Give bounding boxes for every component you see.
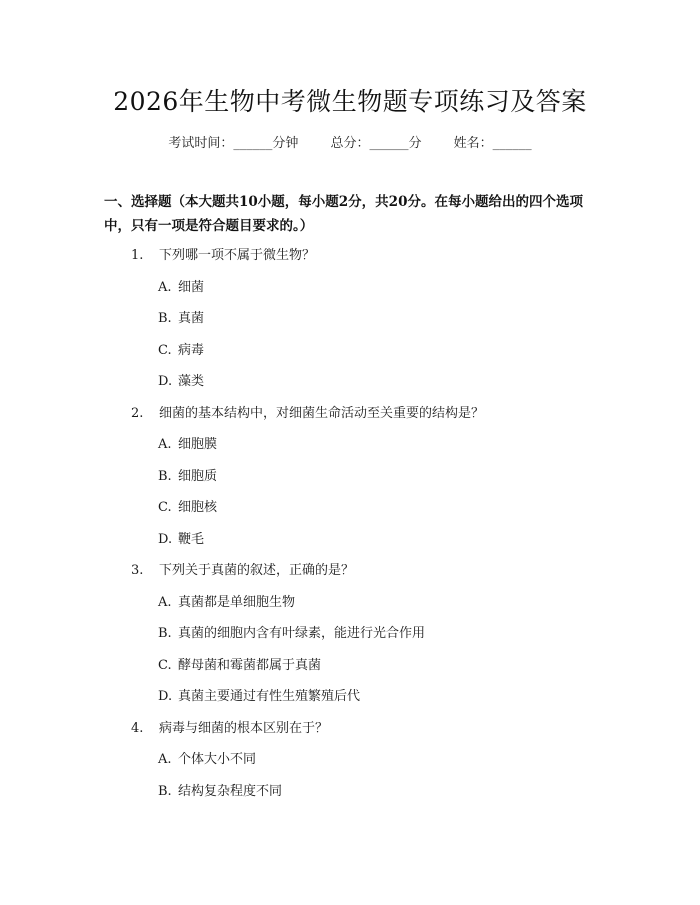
option-item	[0, 776, 700, 808]
option-item	[0, 650, 700, 682]
option-letter: C.	[158, 657, 172, 673]
question-4	[0, 713, 700, 745]
option-letter: A.	[158, 279, 172, 295]
option-letter: B.	[158, 311, 172, 326]
question-1	[0, 240, 700, 272]
option-item	[0, 461, 700, 493]
total-score-field: 总分：______分	[330, 136, 422, 151]
question-number: 3.	[131, 563, 144, 578]
option-letter: D.	[158, 531, 173, 547]
option-letter: A.	[158, 752, 172, 767]
option-letter: B.	[158, 468, 172, 484]
question-number: 2.	[131, 405, 144, 421]
option-item	[0, 681, 700, 713]
option-item	[0, 618, 700, 650]
question-text: 细菌的基本结构中，对细菌生命活动至关重要的结构是？	[159, 405, 485, 421]
option-text: 鞭毛	[178, 531, 205, 547]
option-text: 真菌都是单细胞生物	[178, 594, 296, 610]
option-item	[0, 492, 700, 524]
option-item	[0, 303, 700, 335]
option-text: 结构复杂程度不同	[178, 783, 283, 799]
option-text: 真菌	[178, 311, 205, 326]
option-letter: A.	[158, 594, 172, 610]
option-text: 细胞膜	[178, 437, 218, 452]
student-name-field: 姓名：______	[453, 136, 532, 151]
page-title: 2026年生物中考微生物题专项练习及答案	[113, 87, 587, 116]
option-item	[0, 272, 700, 304]
question-text: 下列哪一项不属于微生物？	[159, 248, 316, 263]
option-item	[0, 335, 700, 367]
option-item	[0, 587, 700, 619]
option-letter: C.	[158, 500, 172, 515]
option-text: 真菌的细胞内含有叶绿素，能进行光合作用	[178, 626, 426, 641]
question-number: 4.	[131, 720, 144, 736]
option-letter: B.	[158, 783, 172, 799]
option-text: 真菌主要通过有性生殖繁殖后代	[178, 689, 361, 704]
option-text: 细胞核	[178, 500, 218, 515]
option-letter: C.	[158, 342, 172, 358]
exam-meta-line	[0, 132, 700, 151]
option-letter: A.	[158, 437, 172, 452]
option-text: 个体大小不同	[178, 752, 257, 767]
option-text: 细菌	[178, 279, 205, 295]
option-item	[0, 366, 700, 398]
question-2	[0, 398, 700, 430]
option-text: 细胞质	[178, 468, 218, 484]
option-letter: D.	[158, 689, 173, 704]
question-3	[0, 555, 700, 587]
option-text: 藻类	[178, 374, 205, 389]
option-letter: B.	[158, 626, 172, 641]
question-list	[0, 240, 700, 807]
option-text: 病毒	[178, 342, 205, 358]
option-letter: D.	[158, 374, 173, 389]
option-item	[0, 429, 700, 461]
option-item	[0, 524, 700, 556]
option-item	[0, 744, 700, 776]
question-number: 1.	[131, 248, 144, 263]
question-text: 病毒与细菌的根本区别在于？	[159, 720, 329, 736]
section-heading: 一、选择题（本大题共10小题，每小题2分，共20分。在每小题给出的四个选项中，只有一项是符合题目要求的。）	[104, 194, 583, 234]
option-text: 酵母菌和霉菌都属于真菌	[178, 657, 322, 673]
exam-time-field: 考试时间：______分钟	[168, 136, 299, 151]
question-text: 下列关于真菌的叙述，正确的是？	[159, 563, 355, 578]
